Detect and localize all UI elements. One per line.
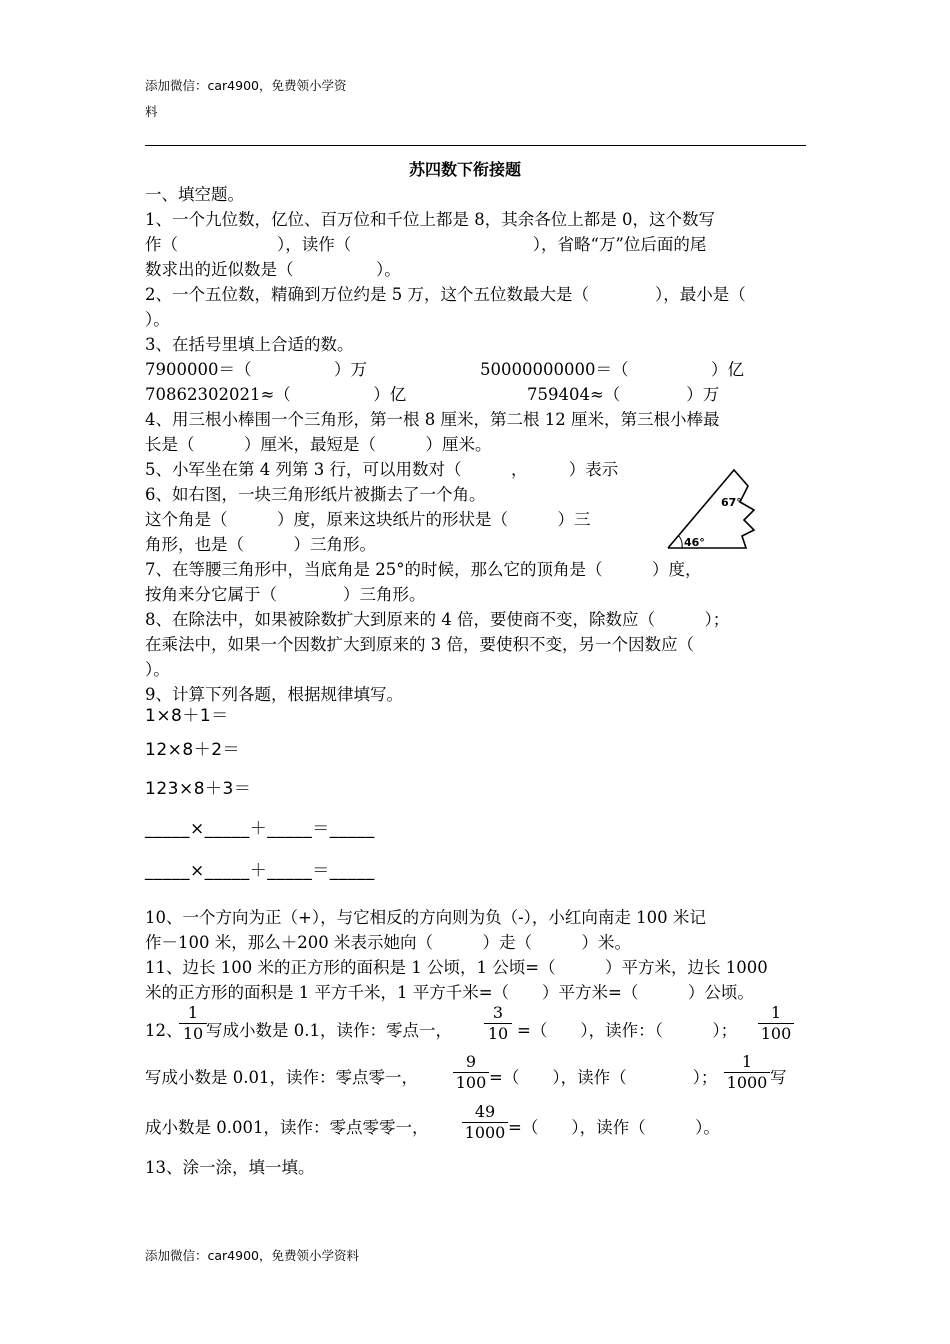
q6-line1: 6、如右图，一块三角形纸片被撕去了一个角。 [145,485,486,504]
q3-item-d: 759404≈（ ）万 [527,385,720,404]
fraction-numerator: 1 [179,1003,207,1024]
fraction-denominator: 1000 [464,1123,506,1142]
q9-expr2: 12×8＋2＝ [145,740,241,760]
q6-line3: 角形，也是（ ）三角形。 [145,535,376,554]
q1-line2: 作（ ），读作（ ），省略“万”位后面的尾 [145,235,707,254]
q12-text7: =（ ），读作（ ）。 [508,1118,720,1137]
q3-item-a: 7900000＝（ ）万 [145,360,367,379]
angle-label-bottom: 46° [684,536,705,549]
q5-line: 5、小军坐在第 4 列第 3 行，可以用数对（ ， ）表示 [145,460,619,479]
q8-line3: ）。 [145,660,170,679]
fraction-1-1000 [724,1052,770,1093]
q12-text1: 写成小数是 0.1，读作：零点一， [206,1021,452,1040]
fraction-numerator: 49 [462,1102,508,1123]
fraction-3-10 [484,1003,512,1044]
q8-line1: 8、在除法中，如果被除数扩大到原来的 4 倍，要使商不变，除数应（ ）； [145,610,730,629]
q10-line1: 10、一个方向为正（+），与它相反的方向则为负（-），小红向南走 100 米记 [145,908,706,927]
fraction-denominator: 100 [455,1073,487,1092]
footer-text: 添加微信：car4900，免费领小学资料 [145,1248,359,1263]
q7-line1: 7、在等腰三角形中，当底角是 25°的时候，那么它的顶角是（ ）度， [145,560,702,579]
q3-item-c: 70862302021≈（ ）亿 [145,385,407,404]
q2-line1: 2、一个五位数，精确到万位约是 5 万，这个五位数最大是（ ），最小是（ [145,285,746,304]
q8-line2: 在乘法中，如果一个因数扩大到原来的 3 倍，要使积不变，另一个因数应（ [145,635,694,654]
q13-line: 13、涂一涂，填一填。 [145,1158,315,1177]
fraction-denominator: 10 [182,1024,204,1043]
q3-item-b: 50000000000＝（ ）亿 [480,360,744,379]
q1-line1: 1、一个九位数，亿位、百万位和千位上都是 8，其余各位上都是 0，这个数写 [145,210,715,229]
q9-expr3: 123×8＋3＝ [145,779,252,799]
fraction-1-100 [758,1003,794,1044]
fraction-numerator: 9 [453,1052,489,1073]
q6-line2: 这个角是（ ）度，原来这块纸片的形状是（ ）三 [145,510,591,529]
fraction-numerator: 3 [484,1003,512,1024]
fraction-denominator: 100 [760,1024,792,1043]
angle-label-top: 67° [721,496,742,509]
fraction-denominator: 1000 [726,1073,768,1092]
fraction-numerator: 1 [724,1052,770,1073]
q11-line1: 11、边长 100 米的正方形的面积是 1 公顷，1 公顷=（ ）平方米，边长 1000 [145,958,768,977]
section-heading: 一、填空题。 [145,185,244,204]
q12-prefix: 12、 [145,1021,183,1040]
q7-line2: 按角来分它属于（ ）三角形。 [145,585,426,604]
q12-text5: 写 [770,1068,787,1087]
q9-expr5: _____×_____＋_____＝_____ [145,861,375,881]
q1-line3: 数求出的近似数是（ ）。 [145,260,401,279]
q4-line2: 长是（ ）厘米，最短是（ ）厘米。 [145,435,492,454]
q4-line1: 4、用三根小棒围一个三角形，第一根 8 厘米，第二根 12 厘米，第三根小棒最 [145,410,720,429]
torn-triangle-figure [660,464,770,554]
q9-expr4: _____×_____＋_____＝_____ [145,819,375,839]
fraction-denominator: 10 [487,1024,509,1043]
q12-text6: 成小数是 0.001，读作：零点零零一， [145,1118,429,1137]
fraction-numerator: 1 [758,1003,794,1024]
q3-line1: 3、在括号里填上合适的数。 [145,335,354,354]
q10-line2: 作－100 米，那么＋200 米表示她向（ ）走（ ）米。 [145,933,631,952]
header-rule [145,145,806,146]
q12-text4: =（ ），读作（ ）； [489,1068,718,1087]
fraction-1-10 [179,1003,207,1044]
q2-line2: ）。 [145,310,170,329]
q9-expr1: 1×8＋1＝ [145,706,229,726]
q11-line2: 米的正方形的面积是 1 平方千米，1 平方千米=（ ）平方米=（ ）公顷。 [145,983,754,1002]
fraction-9-100 [453,1052,489,1093]
page-title: 苏四数下衔接题 [409,160,522,179]
header-text-line1: 添加微信：car4900，免费领小学资 [145,78,347,93]
q9-line1: 9、计算下列各题，根据规律填写。 [145,685,403,704]
fraction-49-1000 [462,1102,508,1143]
header-text-line2: 料 [145,104,158,119]
q12-text3: 写成小数是 0.01，读作：零点零一， [145,1068,418,1087]
q12-text2: =（ ），读作：（ ）； [517,1021,738,1040]
